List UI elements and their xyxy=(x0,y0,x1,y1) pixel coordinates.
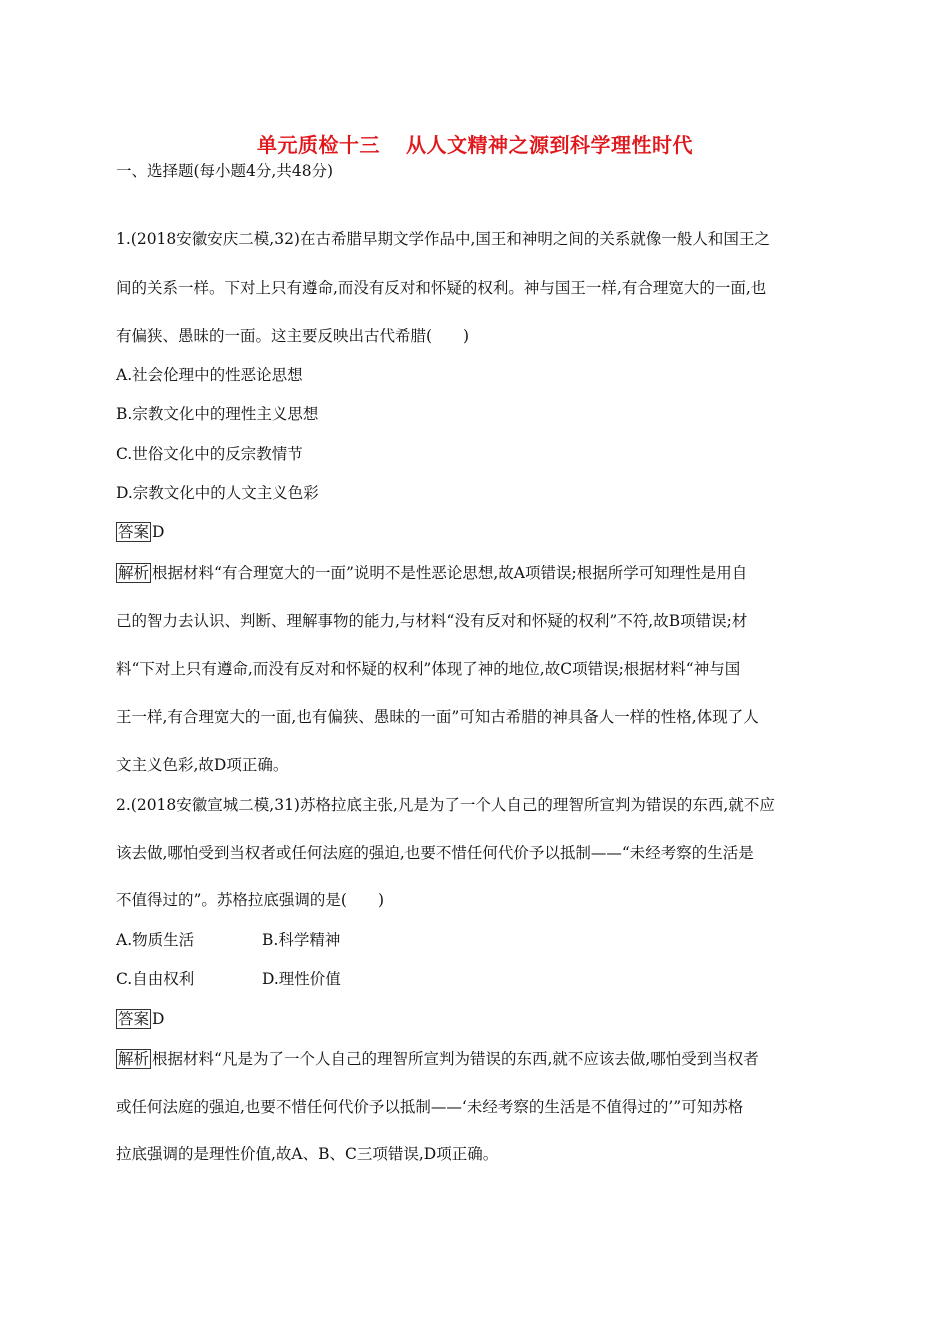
answer-value: D xyxy=(152,523,165,541)
q1-stem-line: 间的关系一样。下对上只有遵命,而没有反对和怀疑的权利。神与国王一样,有合理宽大的一面,也 xyxy=(116,279,767,297)
q1-stem-line: 有偏狭、愚昧的一面。这主要反映出古代希腊( ) xyxy=(116,327,470,345)
q2-answer xyxy=(116,1008,164,1030)
answer-label: 答案 xyxy=(118,523,150,541)
title-topic: 从人文精神之源到科学理性时代 xyxy=(406,133,693,157)
q1-option-b: B.宗教文化中的理性主义思想 xyxy=(116,405,319,423)
q2-stem-line: 不值得过的”。苏格拉底强调的是( ) xyxy=(116,891,385,909)
q2-options-row xyxy=(116,968,194,990)
q1-option-a: A.社会伦理中的性恶论思想 xyxy=(116,366,303,384)
q2-option-a: A.物质生活 xyxy=(116,931,195,949)
q1-answer xyxy=(116,521,164,543)
q2-analysis-line: 拉底强调的是理性价值,故A、B、C三项错误,D项正确。 xyxy=(116,1145,499,1163)
q1-stem-line: 1.(2018安徽安庆二模,32)在古希腊早期文学作品中,国王和神明之间的关系就像一般人和国王之 xyxy=(116,230,770,248)
q2-option-d: D.理性价值 xyxy=(262,970,341,988)
analysis-text: 根据材料“凡是为了一个人自己的理智所宣判为错误的东西,就不应该去做,哪怕受到当权者 xyxy=(152,1050,759,1068)
q2-analysis-line: 或任何法庭的强迫,也要不惜任何代价予以抵制——‘未经考察的生活是不值得过的’”可知苏格 xyxy=(116,1098,744,1116)
q2-stem-line: 2.(2018安徽宣城二模,31)苏格拉底主张,凡是为了一个人自己的理智所宣判为错误的东西,就不应 xyxy=(116,796,775,814)
answer-value: D xyxy=(152,1010,165,1028)
q2-options-row xyxy=(116,929,194,951)
q1-option-d: D.宗教文化中的人文主义色彩 xyxy=(116,484,319,502)
q1-analysis-line: 己的智力去认识、判断、理解事物的能力,与材料“没有反对和怀疑的权利”不符,故B项错误;材 xyxy=(116,612,748,630)
analysis-text: 根据材料“有合理宽大的一面”说明不是性恶论思想,故A项错误;根据所学可知理性是用自 xyxy=(152,564,748,582)
q1-analysis-line: 王一样,有合理宽大的一面,也有偏狭、愚昧的一面”可知古希腊的神具备人一样的性格,体现了人 xyxy=(116,708,759,726)
page-title xyxy=(0,129,950,158)
title-unit: 单元质检十三 xyxy=(257,133,380,157)
answer-label: 答案 xyxy=(118,1010,150,1028)
q2-option-b: B.科学精神 xyxy=(262,931,341,949)
q2-option-c: C.自由权利 xyxy=(116,970,195,988)
q1-analysis-line xyxy=(116,562,747,584)
analysis-label: 解析 xyxy=(118,1050,150,1068)
q2-stem-line: 该去做,哪怕受到当权者或任何法庭的强迫,也要不惜任何代价予以抵制——“未经考察的生活是 xyxy=(116,844,754,862)
q1-analysis-line: 文主义色彩,故D项正确。 xyxy=(116,756,289,774)
q1-option-c: C.世俗文化中的反宗教情节 xyxy=(116,445,303,463)
section-heading: 一、选择题(每小题4分,共48分) xyxy=(116,162,334,180)
analysis-label: 解析 xyxy=(118,564,150,582)
q2-analysis-line xyxy=(116,1048,759,1070)
q1-analysis-line: 料“下对上只有遵命,而没有反对和怀疑的权利”体现了神的地位,故C项错误;根据材料“神与国 xyxy=(116,660,741,678)
